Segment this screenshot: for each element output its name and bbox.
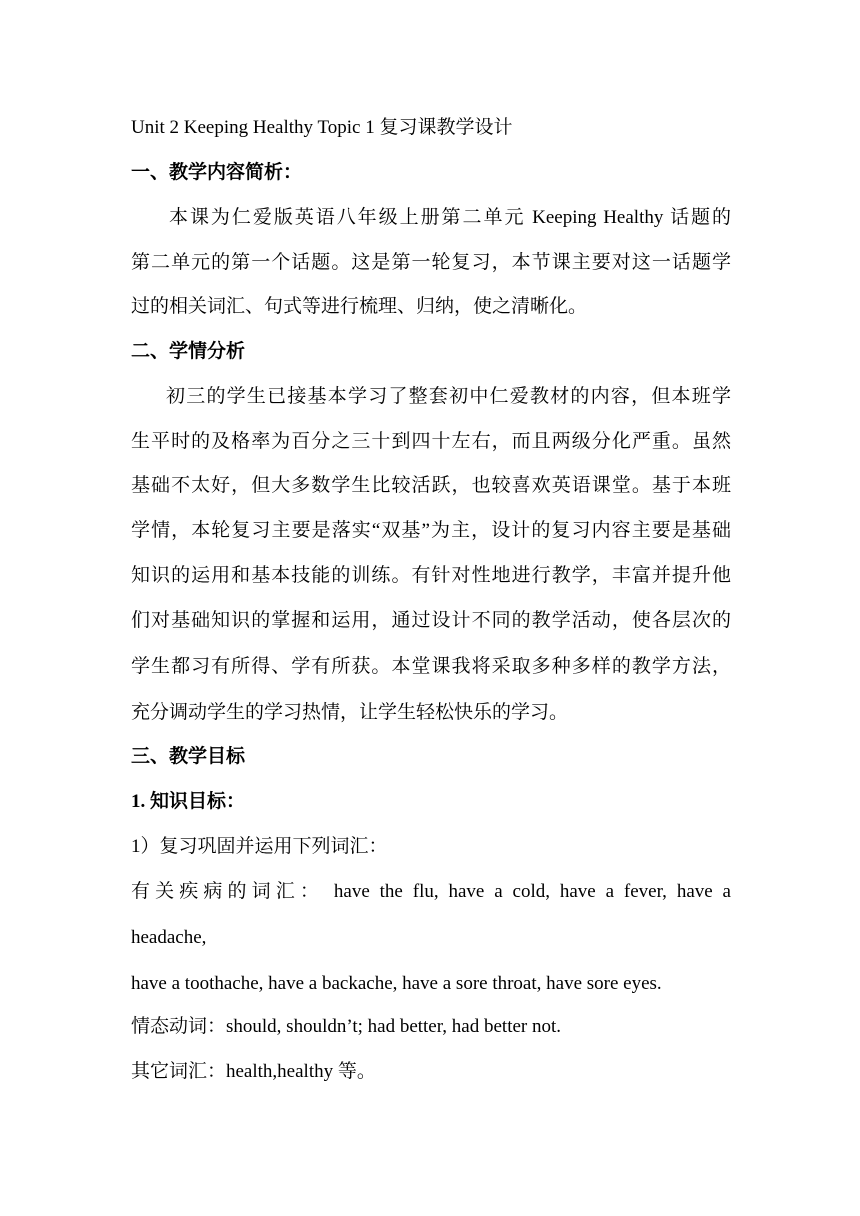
disease-vocab-line-1: 有关疾病的词汇： have the flu, have a cold, have a fever, have a [131,881,731,902]
section2-line-2: 生平时的及格率为百分之三十到四十左右，而且两级分化严重。虽然 [131,431,731,452]
section3-subheading: 1. 知识目标： [131,791,246,812]
section2-line-3: 基础不太好，但大多数学生比较活跃，也较喜欢英语课堂。基于本班 [131,475,731,496]
section1-heading: 一、教学内容简析： [131,162,303,183]
section3-item-1: 1）复习巩固并运用下列词汇： [131,836,388,857]
disease-vocab-line-2: headache, [131,927,207,948]
section2-line-8: 充分调动学生的学习热情，让学生轻松快乐的学习。 [131,702,569,723]
section2-line-1: 初三的学生已接基本学习了整套初中仁爱教材的内容，但本班学 [166,386,731,407]
section2-line-6: 们对基础知识的掌握和运用，通过设计不同的教学活动，使各层次的 [131,610,731,631]
section1-line-3: 过的相关词汇、句式等进行梳理、归纳，使之清晰化。 [131,296,588,317]
section2-heading: 二、学情分析 [131,341,246,362]
modal-verbs-line: 情态动词：should, shouldn’t; had better, had better not. [131,1016,562,1037]
disease-vocab-line-3: have a toothache, have a backache, have a sore throat, have sore eyes. [131,973,662,994]
section2-line-4: 学情，本轮复习主要是落实“双基”为主，设计的复习内容主要是基础 [131,520,731,541]
section3-heading: 三、教学目标 [131,746,246,767]
section2-line-7: 学生都习有所得、学有所获。本堂课我将采取多种多样的教学方法， [131,656,731,677]
document-title: Unit 2 Keeping Healthy Topic 1 复习课教学设计 [131,117,513,138]
other-vocab-line: 其它词汇：health,healthy 等。 [131,1061,376,1082]
section2-line-5: 知识的运用和基本技能的训练。有针对性地进行教学，丰富并提升他 [131,565,731,586]
section1-line-2: 第二单元的第一个话题。这是第一轮复习，本节课主要对这一话题学 [131,252,731,273]
section1-line-1: 本课为仁爱版英语八年级上册第二单元 Keeping Healthy 话题的 [169,207,731,228]
